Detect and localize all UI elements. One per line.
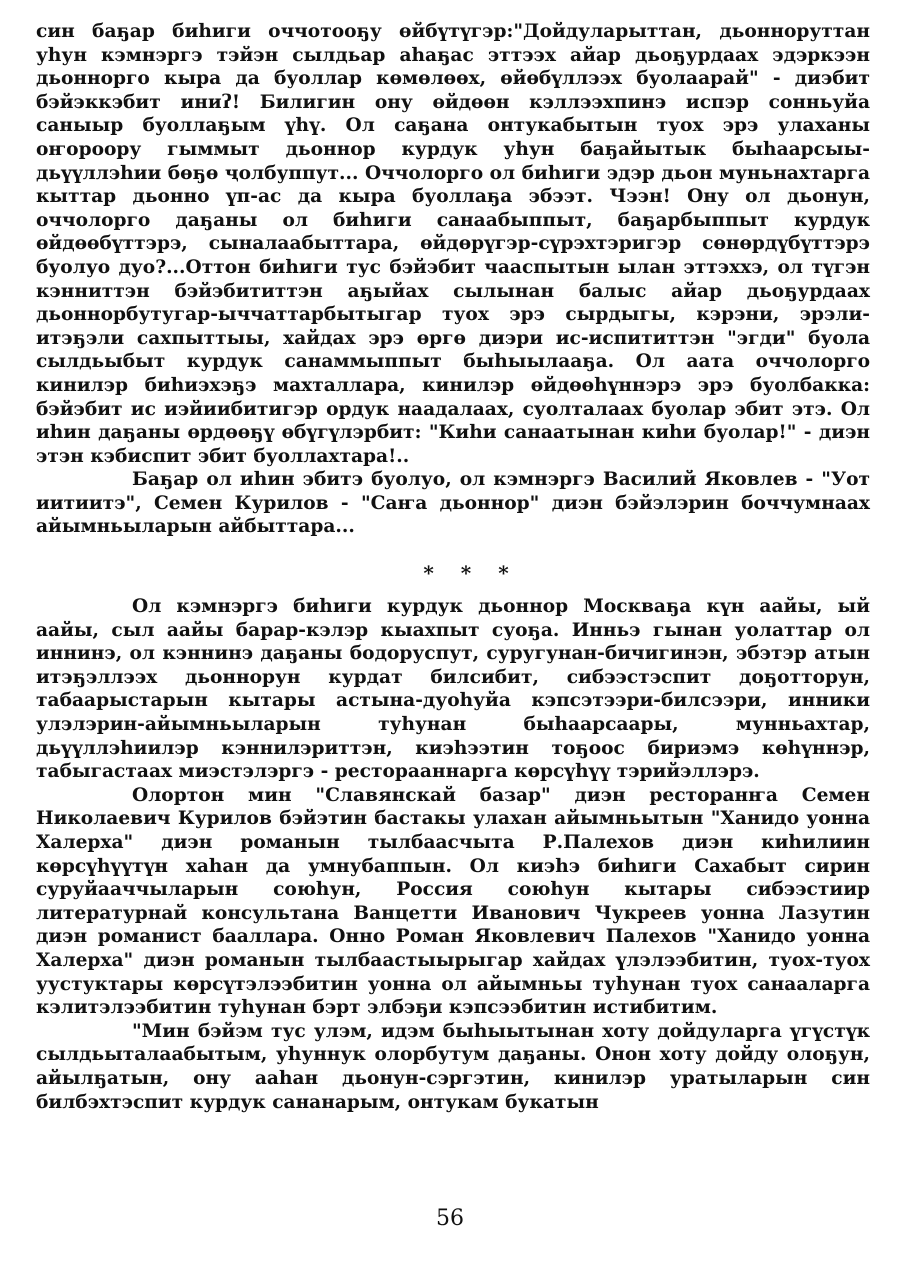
text-block-bottom: [36, 595, 870, 1114]
paragraph-3: Ол кэмнэргэ биһиги курдук дьоннор Москваҕа күн аайы, ый аайы, сыл аайы барар-кэлэр кыахпыт суоҕа. Инньэ гынан уолаттар ол иннинэ, ол кэннинэ даҕаны бодоруспут, суругунан-бичигинэн, эбэтэр атын итэҕэллээх дьоннорун курдат билсибит, сибээстэспит доҕотторун, табаарыстарын кытары астына-дуоһуйа кэпсэтээри-билсээри, инники улэлэрин-айымньыларын туһунан быһаарсаары, мунньахтар, дьүүллэһиилэр кэннилэриттэн, киэһээтин тоҕоос бириэмэ көһүннэр, табыгастаах миэстэлэргэ - ресторааннарга көрсүһүү тэрийэллэрэ.: [36, 596, 870, 783]
paragraph-1: син баҕар биһиги оччотооҕу өйбүтүгэр:"Дойдуларыттан, дьонноруттан уһун кэмнэргэ тэйэн сылдьар аһаҕас эттээх айар дьоҕурдаах эдэркээн дьонноргo кыра да буоллар көмөлөөх, өйөбүллээх буолаарай" - диэбит бэйэккэбит иниʔ! Билигин ону өйдөөн кэллээхпинэ испэр сонньуйа саныыр буоллаҕым үһү. Ол саҕана онтукабытын туох эрэ улаханы оҥороору гыммыт дьоннор курдук уһун баҕайытык быһаарсыы-дьүүллэһии бөҕө ҷолбуппут... Оччолорго ол биһиги эдэр дьон муньнахтарга кыттар дьонно үп-ас да кыра буоллаҕа эбээт. Чээн! Ону ол дьонун, оччолорго даҕаны ол биһиги санаабыппыт, баҕарбыппыт курдук өйдөөбүттэрэ, сыналаабыттара, өйдөрүгэр-сүрэхтэригэр сөнөрдүбүттэрэ буолуо дуо?...Оттон биһиги тус бэйэбит чааспытын ылан эттэххэ, ол түгэн кэнниттэн бэйэбититтэн аҕыйах сылынан балыс айар дьоҕурдаах дьоннорбутугар-ыччаттарбытыгар туох эрэ сырдыгы, кэрэни, эрэли-итэҕэли сахпыттыы, хайдах эрэ өргө диэри ис-испититтэн "эгди" буола сылдьыбыт курдук санаммыппыт быһыылааҕа. Ол аата оччолорго кинилэр биһиэхэҕэ махталлара, кинилэр өйдөөһүннэрэ эрэ буолбакка: бэйэбит ис иэйиибитигэр ордук наадалаах, суолталаах буолар эбит этэ. Ол иһин даҕаны өрдөөҕү өбүгүлэрбит: "Киһи санаатынан киһи буолар!" - диэн этэн кэбиспит эбит буоллахтара!..: [36, 21, 870, 467]
section-separator: * * *: [423, 561, 519, 586]
paragraph-4: Олортон мин "Славянскай базар" диэн ресторанҥа Семен Николаевич Курилов бэйэтин бастакы улахан айымньытын "Ханидо уонна Халерха" диэн романын тылбаасчыта Р.Палехов диэн киһилиин көрсүһүүтүн хаһан да умнубаппын. Ол киэһэ биһиги Сахабыт сирин суруйааччыларын союһун, Россия союһун кытары сибээстиир литературнай консультана Ванцетти Иванович Чукреев уонна Лазутин диэн романист бааллара. Онно Роман Яковлевич Палехов "Ханидо уонна Халерха" диэн романын тылбаастыырыгар хайдах үлэлээбитин, туох-туох уустуктары көрсүтэлээбитин уонна ол айымньы туһунан туох санааларга кэлитэлээбитин туһунан бэрт элбэҕи кэпсээбитин истибитим.: [36, 784, 870, 1019]
paragraph-2: Баҕар ол иһин эбитэ буолуо, ол кэмнэргэ Василий Яковлев - "Уот иитиитэ", Семен Курилов - "Саҥа дьоннор" диэн бэйэлэрин боччумнаах айымньыларын айбыттара...: [36, 469, 870, 538]
paragraph-5: "Мин бэйэм тус улэм, идэм быһыытынан хоту дойдуларга үгүстүк сылдьыталаабытым, уһуннук олорбутум даҕаны. Онон хоту дойду олоҕун, айылҕатын, ону ааһан дьонун-сэргэтин, кинилэр уратыларын син билбэхтэспит курдук сананарым, онтукам букатын: [36, 1020, 870, 1113]
page-number: 56: [436, 1206, 464, 1231]
text-block-top: [36, 20, 870, 539]
